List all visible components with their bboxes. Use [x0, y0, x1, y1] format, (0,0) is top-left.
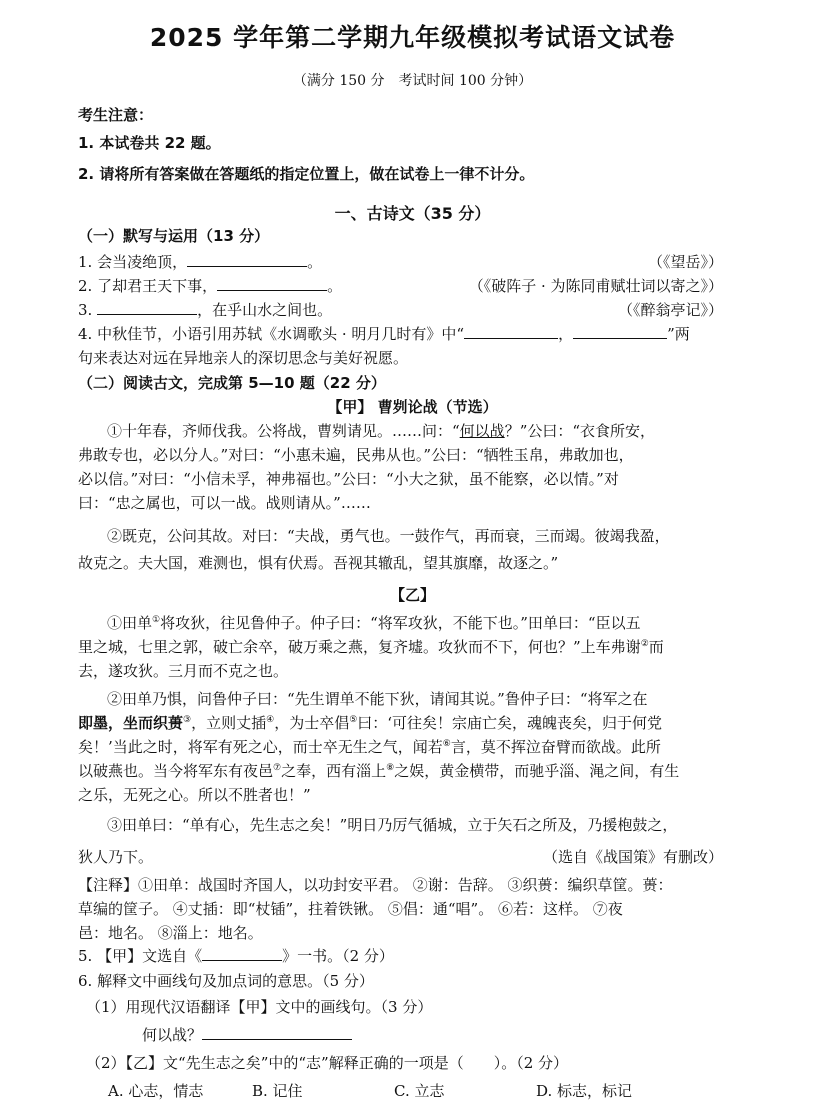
- notes-line-1: 【注释】①田单：战国时齐国人，以功封安平君。 ②谢：告辞。 ③织蒉：编织草筐。蒉：: [78, 876, 673, 894]
- yi-p2-line-2: [78, 712, 662, 733]
- section-1-heading: 一、古诗文（35 分）: [334, 204, 491, 223]
- option-a: A. 心志，情志: [108, 1082, 204, 1100]
- yi-p2-text-g: 以破燕也。当今将军东有夜邑: [78, 762, 274, 780]
- question-4-line-1: [78, 323, 690, 344]
- question-4-line-2: 句来表达对远在异地亲人的深切思念与美好祝愿。: [78, 349, 409, 367]
- yi-p1-text-3: 而: [648, 638, 664, 656]
- q5-text: 5. 【甲】文选自《: [78, 947, 203, 965]
- question-5: [78, 945, 394, 966]
- yi-p1-text-2: 里之城，七里之郭，破亡余卒，破万乘之燕，复齐墟。攻狄而不下，何也？”上车弗谢: [78, 638, 641, 656]
- question-3: [78, 299, 332, 320]
- q2-source: （《破阵子 · 为陈同甫赋壮词以寄之》）: [468, 277, 723, 295]
- q5-end: 》一书。（2 分）: [282, 947, 394, 965]
- question-2: [78, 275, 342, 296]
- question-1: [78, 251, 322, 272]
- q1-text: 1. 会当凌绝顶，: [78, 253, 188, 271]
- q3-source: （《醉翁亭记》）: [617, 301, 723, 319]
- jia-p1-line-1: [107, 420, 655, 441]
- notice-heading: 考生注意：: [78, 106, 154, 124]
- q1-blank: [187, 253, 307, 267]
- yi-p2-text-h: 之奉，西有淄上: [281, 762, 387, 780]
- question-6-answer-line: [142, 1024, 352, 1045]
- part-1-heading: （一）默写与运用（13 分）: [78, 227, 270, 245]
- yi-p2-line-3: [78, 736, 661, 757]
- q3-text: ，在乎山水之间也。: [197, 301, 333, 319]
- part-2-heading: （二）阅读古文，完成第 5—10 题（22 分）: [78, 374, 386, 392]
- jia-p1-text: ①十年春，齐师伐我。公将战，曹刿请见。……问：“: [107, 422, 460, 440]
- q5-blank: [202, 947, 282, 961]
- q6-sub1-text: 何以战？: [142, 1026, 203, 1044]
- q6-answer-blank: [202, 1026, 352, 1040]
- yi-p1-line-1: [107, 612, 641, 633]
- notes-line-2: 草编的筐子。 ④丈插：即“杖锸”，拄着铁锹。 ⑤倡：通“唱”。 ⑥若：这样。 ⑦夜: [78, 900, 623, 918]
- underlined-phrase: 何以战: [459, 422, 505, 440]
- q1-source: （《望岳》）: [647, 253, 723, 271]
- yi-p3-line-2: 狄人乃下。: [78, 848, 154, 866]
- q4-text: 4. 中秋佳节，小语引用苏轼《水调歌头 · 明月几时有》中“: [78, 325, 465, 343]
- q4-blank-1: [464, 325, 558, 339]
- yi-p2-text-d: 曰：‘可往矣！宗庙亡矣，魂魄丧矣，归于何党: [357, 714, 663, 732]
- option-c: C. 立志: [394, 1082, 445, 1100]
- note-marker: ⑥: [442, 739, 451, 749]
- jia-p2-line-1: ②既克，公问其故。对曰：“夫战，勇气也。一鼓作气，再而衰，三而竭。彼竭我盈，: [107, 527, 670, 545]
- yi-p3-line-1: ③田单曰：“单有心，先生志之矣！”明日乃厉气循城，立于矢石之所及，乃援枹鼓之，: [107, 816, 678, 834]
- yi-p2-text-c: ，为士卒倡: [274, 714, 350, 732]
- source-citation: （选自《战国策》有删改）: [542, 848, 723, 866]
- note-marker: ③: [183, 715, 192, 725]
- note-marker: ⑤: [349, 715, 358, 725]
- question-6-stem: 6. 解释文中画线句及加点词的意思。（5 分）: [78, 972, 374, 990]
- passage-jia-title: 【甲】 曹刿论战（节选）: [327, 398, 498, 416]
- q2-end: 。: [327, 277, 343, 295]
- note-marker: ④: [266, 715, 275, 725]
- yi-p2-text-a: 即墨，坐而织蒉: [78, 714, 184, 732]
- jia-p1-line-2: 弗敢专也，必以分人。”对曰：“小惠未遍，民弗从也。”公曰：“牺牲玉帛，弗敢加也，: [78, 446, 634, 464]
- jia-p1-line-3: 必以信。”对曰：“小信未孚，神弗福也。”公曰：“小大之狱，虽不能察，必以情。”对: [78, 470, 619, 488]
- q1-end: 。: [307, 253, 323, 271]
- yi-p2-line-1: ②田单乃惧，问鲁仲子曰：“先生谓单不能下狄，请闻其说。”鲁仲子曰：“将军之在: [107, 690, 648, 708]
- notice-item-1: 1. 本试卷共 22 题。: [78, 134, 221, 152]
- yi-p2-text-i: 之娱，黄金横带，而驰乎淄、渑之间，有生: [394, 762, 680, 780]
- q3-num: 3.: [78, 301, 98, 319]
- yi-p2-text-b: ，立则丈插: [191, 714, 267, 732]
- note-marker: ⑧: [386, 763, 395, 773]
- jia-p2-line-2: 故克之。夫大国，难测也，惧有伏焉。吾视其辙乱，望其旗靡，故逐之。”: [78, 554, 559, 572]
- question-6-sub-2: （2）【乙】文“先生志之矣”中的“志”解释正确的一项是（ ）。（2 分）: [86, 1054, 569, 1072]
- notice-item-2: 2. 请将所有答案做在答题纸的指定位置上，做在试卷上一律不计分。: [78, 165, 535, 183]
- yi-p1-text-cont: 将攻狄，往见鲁仲子。仲子曰：“将军攻狄，不能下也。”田单曰：“臣以五: [160, 614, 641, 632]
- note-marker: ①: [152, 615, 161, 625]
- yi-p1-line-2: [78, 636, 664, 657]
- yi-p2-text-f: 言，莫不挥泣奋臂而欲战。此所: [450, 738, 661, 756]
- yi-p1-text: ①田单: [107, 614, 153, 632]
- option-b: B. 记住: [252, 1082, 303, 1100]
- q3-blank: [97, 301, 197, 315]
- q4-comma: ，: [558, 325, 574, 343]
- yi-p2-line-4: [78, 760, 679, 781]
- exam-subtitle: （满分 150 分 考试时间 100 分钟）: [292, 73, 533, 89]
- question-6-sub-1: （1）用现代汉语翻译【甲】文中的画线句。（3 分）: [86, 998, 433, 1016]
- yi-p2-text-e: 矣！’当此之时，将军有死之心，而士卒无生之气，闻若: [78, 738, 443, 756]
- yi-p1-line-3: 去，遂攻狄。三月而不克之也。: [78, 662, 289, 680]
- note-marker: ②: [640, 639, 649, 649]
- q4-blank-2: [573, 325, 667, 339]
- notes-line-3: 邑：地名。 ⑧淄上：地名。: [78, 924, 263, 942]
- q2-blank: [217, 277, 327, 291]
- yi-p2-line-5: 之乐，无死之心。所以不胜者也！”: [78, 786, 311, 804]
- exam-title: 2025 学年第二学期九年级模拟考试语文试卷: [149, 23, 676, 52]
- passage-yi-title: 【乙】: [389, 586, 435, 604]
- q4-text-end: ”两: [667, 325, 690, 343]
- option-d: D. 标志，标记: [536, 1082, 633, 1100]
- note-marker: ⑦: [273, 763, 282, 773]
- q2-text: 2. 了却君王天下事，: [78, 277, 218, 295]
- jia-p1-line-4: 曰：“忠之属也，可以一战。战则请从。”……: [78, 494, 371, 512]
- jia-p1-text-end: ？”公曰：“衣食所安，: [504, 422, 656, 440]
